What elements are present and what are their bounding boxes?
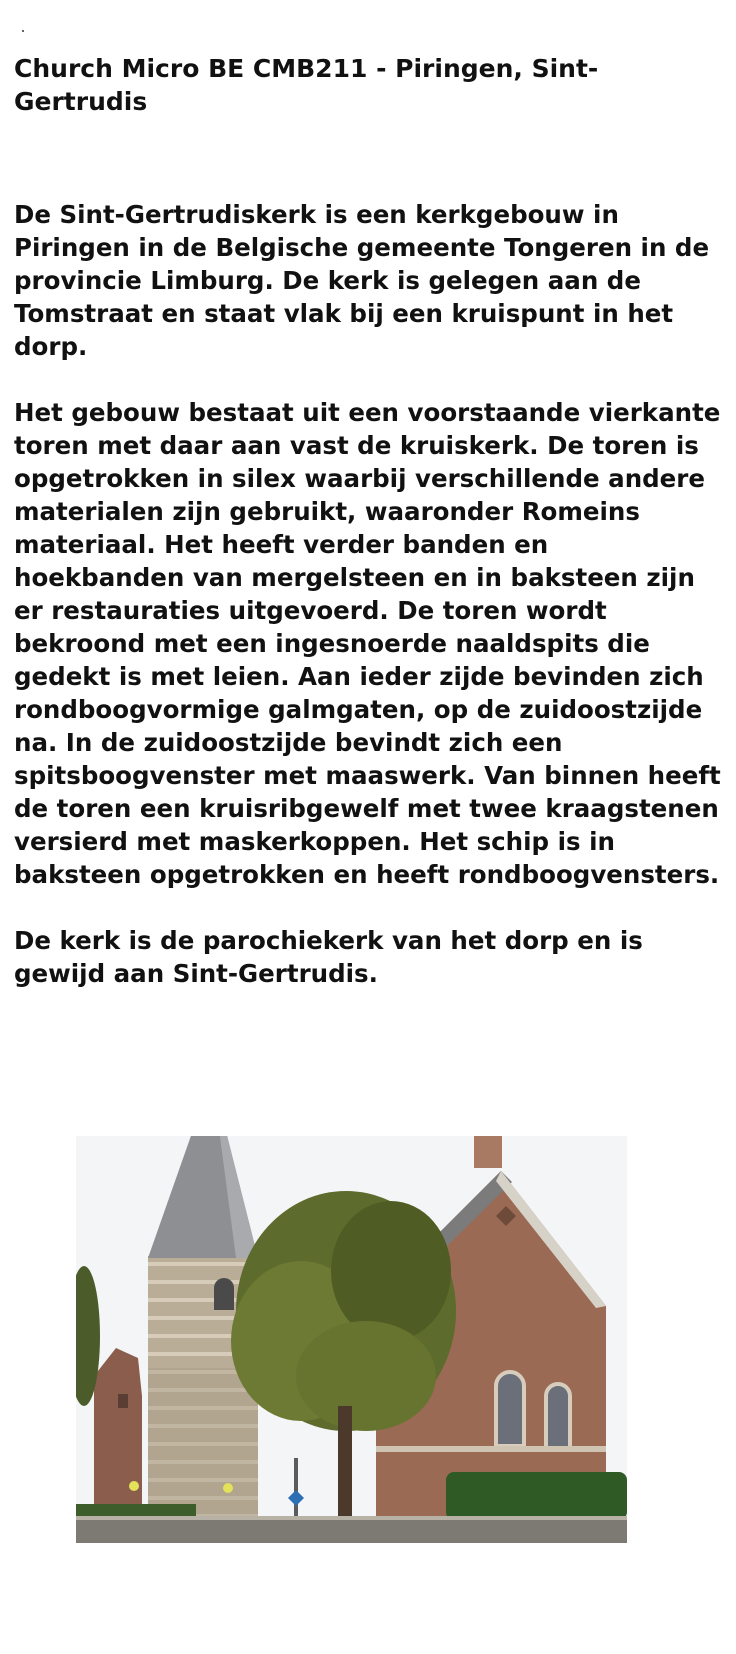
article-body — [14, 198, 726, 1023]
decorative-dot — [22, 30, 24, 32]
photo-hedge — [446, 1472, 627, 1520]
paragraph-parish: De kerk is de parochiekerk van het dorp en is gewijd aan Sint-Gertrudis. — [14, 926, 643, 988]
church-photo — [76, 1136, 627, 1543]
photo-road — [76, 1520, 627, 1543]
page-title: Church Micro BE CMB211 - Piringen, Sint-Gertrudis — [14, 54, 599, 116]
paragraph-building: Het gebouw bestaat uit een voorstaande vierkante toren met daar aan vast de kruiskerk. De toren is opgetrokken in silex waarbij verschillende andere materialen zijn gebruikt, waaronder Romeins materiaal. Het heeft verder banden en hoekbanden van mergelsteen en in baksteen zijn er restauraties uitgevoerd. De toren wordt bekroond met een ingesnoerde naaldspits die gedekt is met leien. Aan ieder zijde bevinden zich rondboogvormige galmgaten, op de zuidoostzijde na. In de zuidoostzijde bevindt zich een spitsboogvenster met maaswerk. Van binnen heeft de toren een kruisribgewelf met twee kraagstenen versierd met maskerkoppen. Het schip is in baksteen opgetrokken en heeft rondboogvensters. — [14, 398, 721, 889]
paragraph-intro: De Sint-Gertrudiskerk is een kerkgebouw in Piringen in de Belgische gemeente Tongeren in de provincie Limburg. De kerk is gelegen aan de Tomstraat en staat vlak bij een kruispunt in het dorp. — [14, 200, 710, 361]
